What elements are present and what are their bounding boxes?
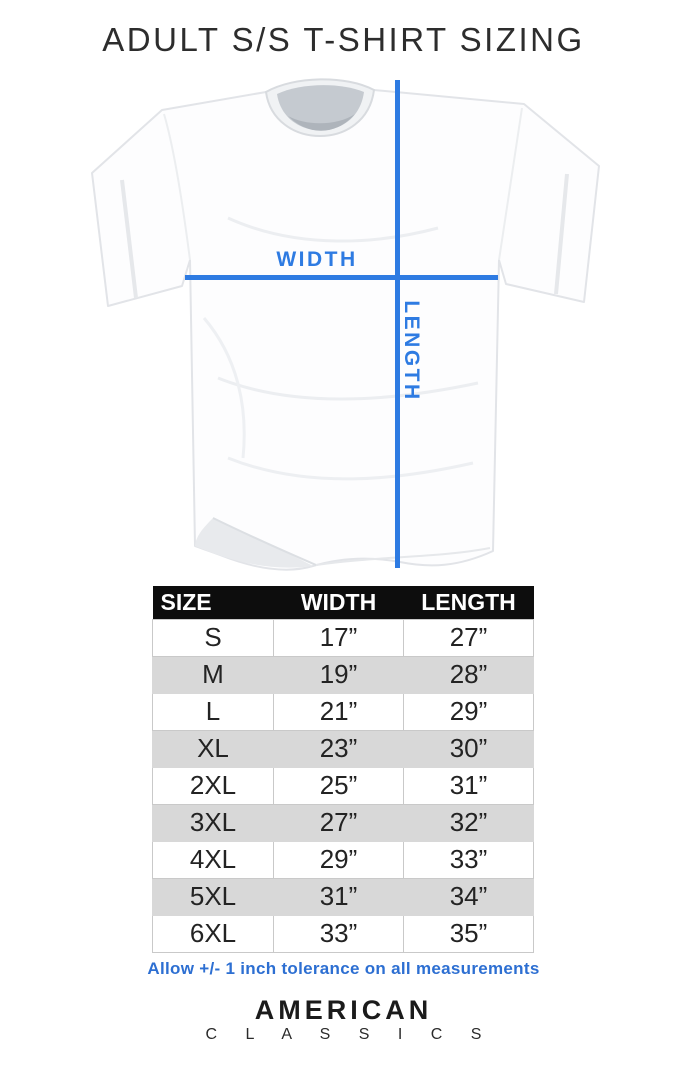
size-cell: L: [153, 693, 274, 730]
size-cell: XL: [153, 730, 274, 767]
width-cell: 19”: [274, 656, 404, 693]
length-cell: 29”: [404, 693, 534, 730]
column-header-width: WIDTH: [274, 586, 404, 619]
width-cell: 17”: [274, 619, 404, 656]
table-row: [153, 767, 534, 804]
length-cell: 33”: [404, 841, 534, 878]
page-title: ADULT S/S T-SHIRT SIZING: [102, 21, 585, 58]
width-cell: 21”: [274, 693, 404, 730]
width-cell: 29”: [274, 841, 404, 878]
size-cell: 5XL: [153, 878, 274, 915]
brand-name: AMERICAN: [254, 995, 433, 1025]
width-cell: 33”: [274, 915, 404, 952]
size-cell: 3XL: [153, 804, 274, 841]
length-measure-label: LENGTH: [400, 300, 423, 402]
width-cell: 25”: [274, 767, 404, 804]
table-row: [153, 915, 534, 952]
width-measure-line: [185, 275, 498, 280]
column-header-length: LENGTH: [404, 586, 534, 619]
size-table-header-row: [153, 586, 534, 619]
length-cell: 34”: [404, 878, 534, 915]
width-cell: 23”: [274, 730, 404, 767]
brand-subname: C L A S S I C S: [205, 1026, 494, 1043]
size-cell: 6XL: [153, 915, 274, 952]
table-row: [153, 730, 534, 767]
table-row: [153, 693, 534, 730]
size-table: [152, 586, 534, 953]
table-row: [153, 841, 534, 878]
table-row: [153, 878, 534, 915]
length-cell: 32”: [404, 804, 534, 841]
column-header-size: SIZE: [153, 586, 274, 619]
width-measure-label: WIDTH: [276, 248, 358, 271]
length-cell: 31”: [404, 767, 534, 804]
tshirt-diagram: [78, 78, 608, 578]
length-cell: 35”: [404, 915, 534, 952]
width-cell: 27”: [274, 804, 404, 841]
width-cell: 31”: [274, 878, 404, 915]
brand-logo: [0, 995, 687, 1045]
size-cell: M: [153, 656, 274, 693]
size-cell: S: [153, 619, 274, 656]
table-row: [153, 619, 534, 656]
tolerance-note: Allow +/- 1 inch tolerance on all measurements: [147, 959, 540, 978]
size-cell: 2XL: [153, 767, 274, 804]
size-cell: 4XL: [153, 841, 274, 878]
length-cell: 28”: [404, 656, 534, 693]
table-row: [153, 656, 534, 693]
length-cell: 27”: [404, 619, 534, 656]
table-row: [153, 804, 534, 841]
tshirt-graphic: [78, 78, 608, 578]
length-cell: 30”: [404, 730, 534, 767]
